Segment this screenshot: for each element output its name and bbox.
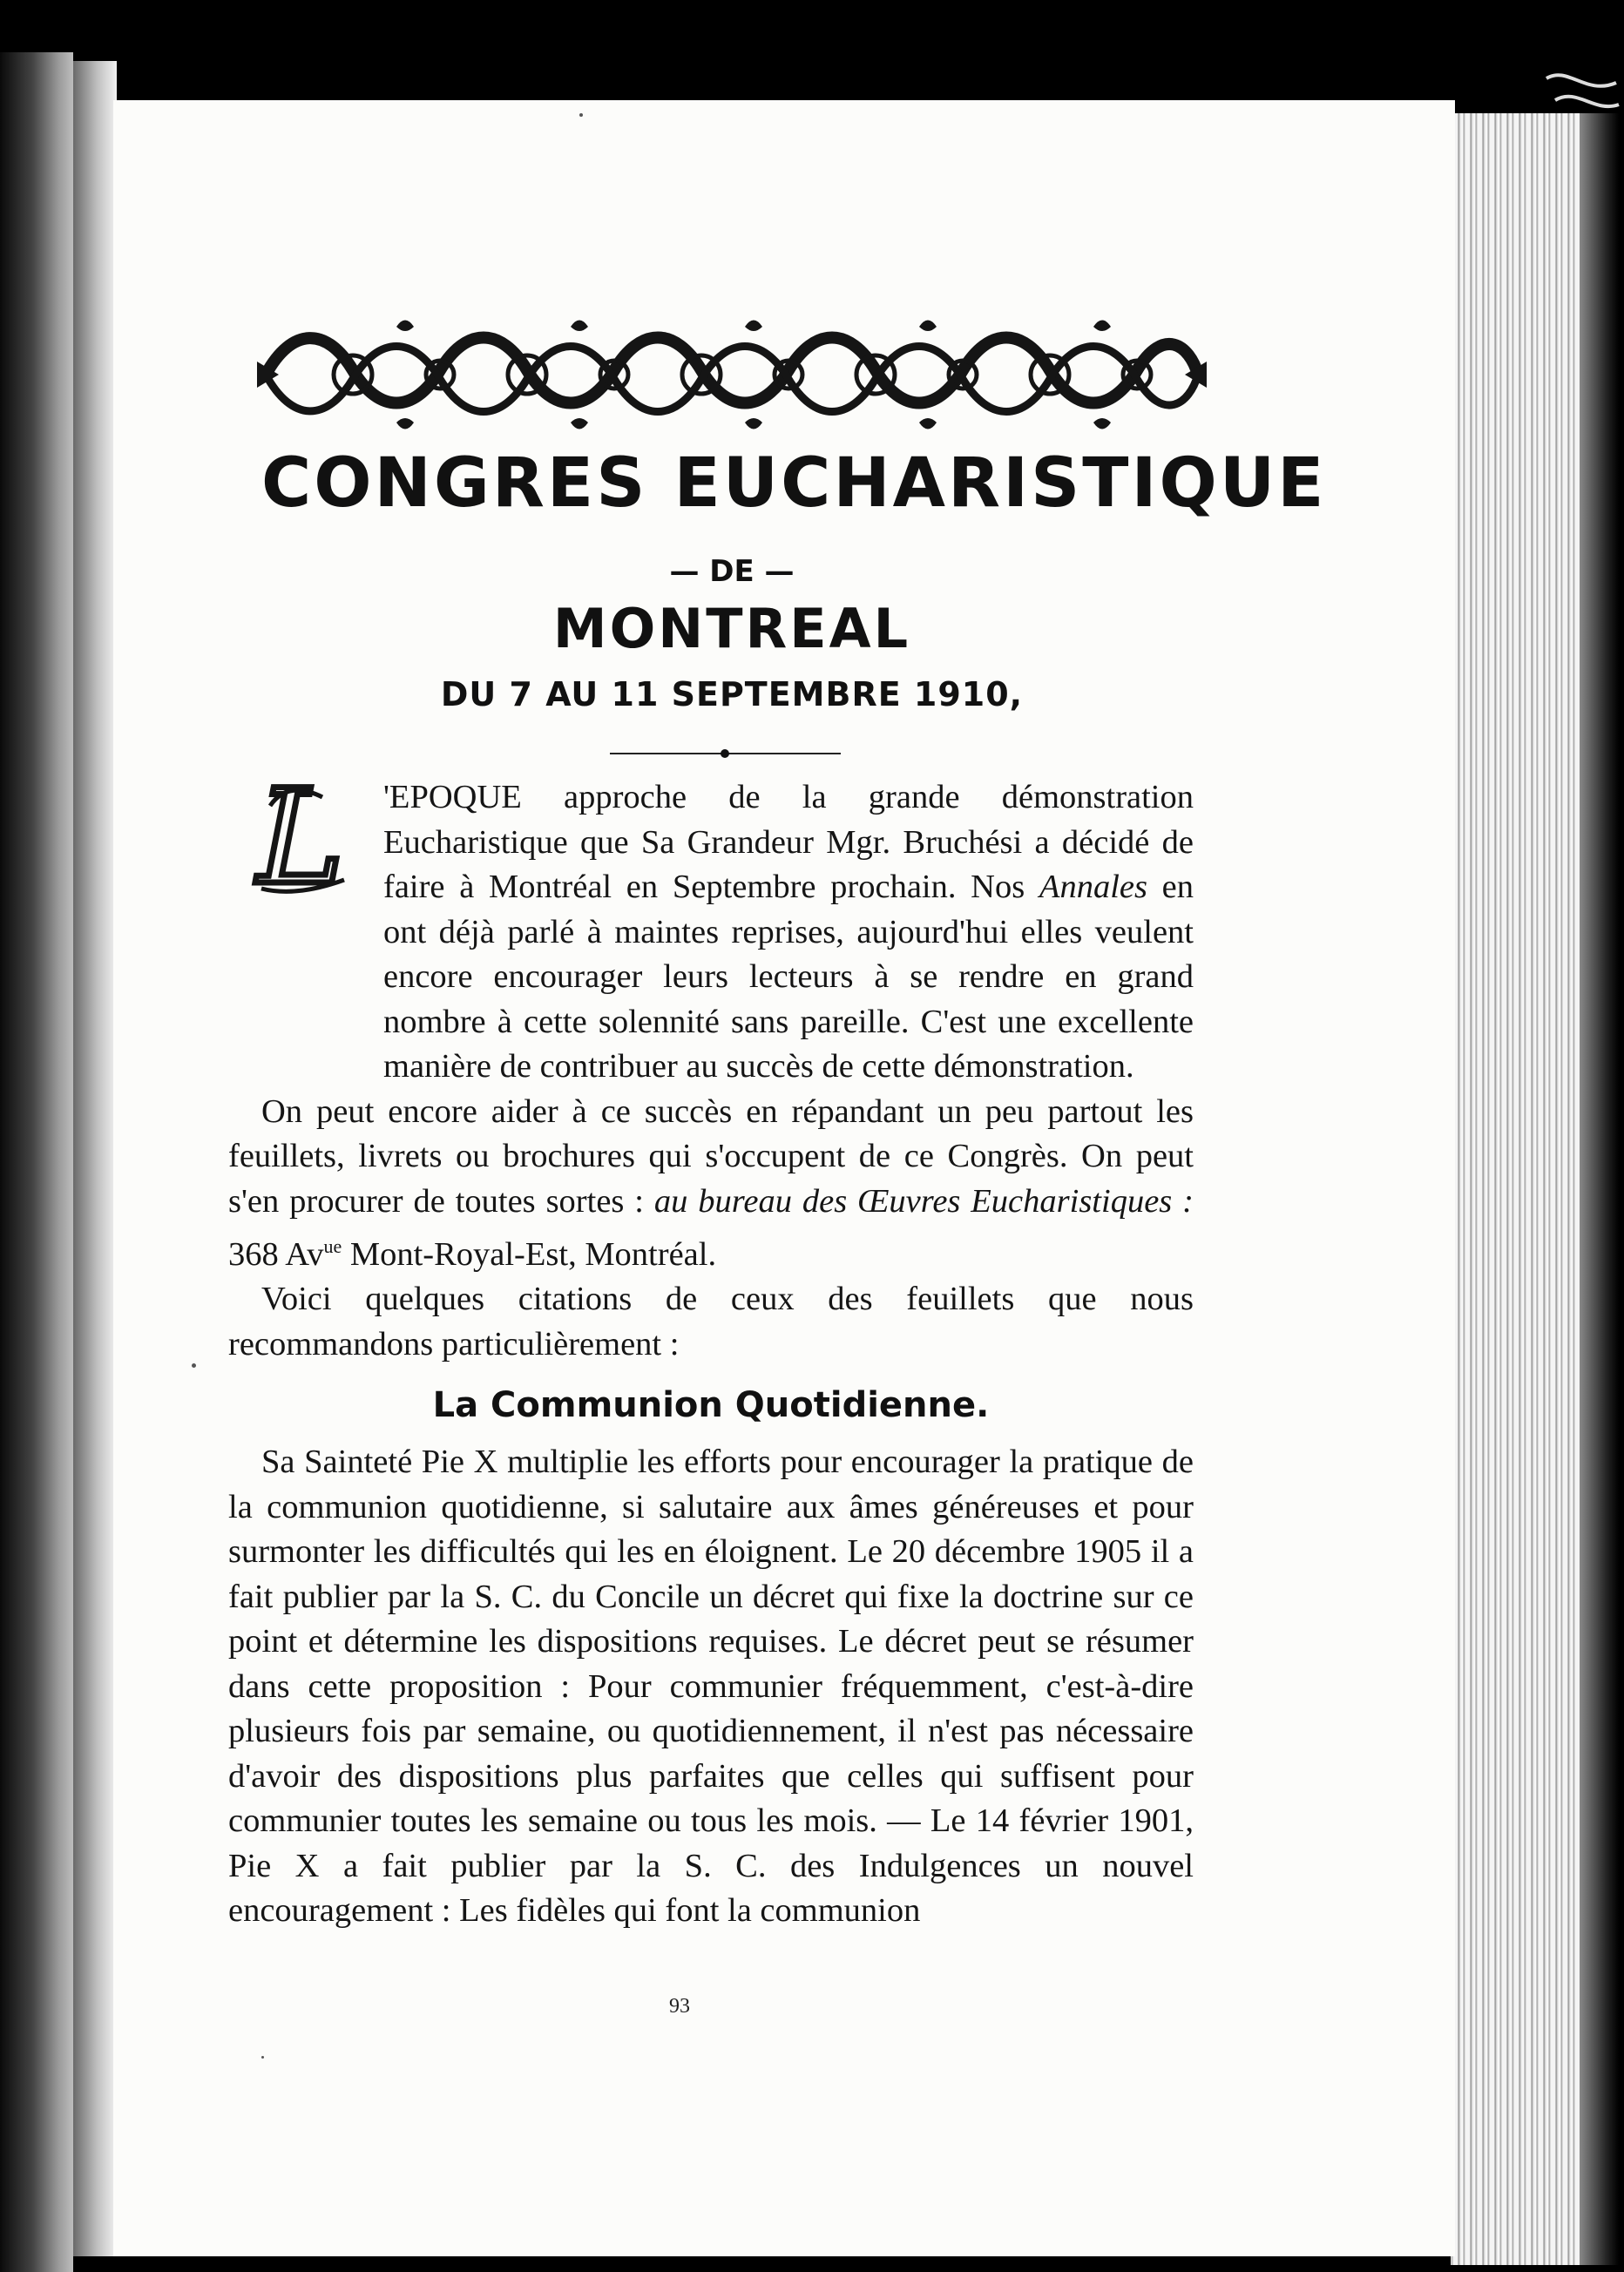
binding-thread xyxy=(1542,61,1621,131)
book-gutter xyxy=(73,61,117,2256)
page-stack-edges xyxy=(1451,113,1619,2265)
dust-speck xyxy=(579,113,583,117)
facing-page-edge xyxy=(0,52,73,2272)
annales-italic: Annales xyxy=(1039,869,1147,905)
title-connector: — DE — xyxy=(669,554,795,589)
paragraph-intro-lead: 'EPOQUE approche de la grande démonstration Eucharistique que Sa Grandeur Mgr. Bruchési a décidé de faire à Montréal en Septembre prochain. Nos xyxy=(383,779,1194,905)
dust-speck xyxy=(261,2056,264,2059)
title-city: MONTREAL xyxy=(552,597,911,660)
paragraph-intro-rest: en ont déjà parlé à maintes reprises, aujourd'hui elles veulent encore encourager leurs lecteurs à se rendre en grand nombre à cette solennité sans pareille. C'est une excellente manière de contribuer au succès de cette démonstration. xyxy=(383,869,1194,1085)
section-heading: La Communion Quotidienne. xyxy=(432,1385,990,1426)
svg-text:L: L xyxy=(257,771,344,902)
paragraph-intro xyxy=(228,775,1194,1090)
dust-speck xyxy=(192,1363,196,1368)
bureau-italic: au bureau des Œuvres Eucharistiques : xyxy=(653,1182,1194,1220)
event-dates: DU 7 AU 11 SEPTEMBRE 1910, xyxy=(440,675,1024,713)
paragraph-brochures: On peut encore aider à ce succès en répandant un peu partout les feuillets, livrets ou brochures qui s'occupent de ce Congrès. On peut s'en procurer de toutes sortes : au bureau des Œuvres Eucharistiques : 368 $Av^{ue}$ Mont-Royal-Est, Montréal. xyxy=(228,1092,1194,1273)
page-number: 93 xyxy=(669,1995,690,2018)
paragraph-citations: Voici quelques citations de ceux des feuillets que nous recommandons particulièrement : xyxy=(228,1281,1194,1363)
title-rule xyxy=(610,747,841,760)
article-body xyxy=(228,775,1194,1934)
ornamental-header-band xyxy=(257,309,1207,440)
article-title: CONGRES EUCHARISTIQUE xyxy=(261,444,1327,523)
paragraph-communion: Sa Sainteté Pie X multiplie les efforts pour encourager la pratique de la communion quotidienne, si salutaire aux âmes généreuses et pour surmonter les difficultés qui les en éloignent. Le 20 décembre 1905 il a fait publier par la S. C. du Concile un décret qui fixe la doctrine sur ce point et détermine les dispositions requises. Le décret peut se résumer dans cette proposition : Pour communier fréquemment, c'est-à-dire plusieurs fois par semaine, ou quotidiennement, il n'est pas nécessaire d'avoir des dispositions plus parfaites que celles qui suffisent pour communier toutes les semaine ou tous les mois. — Le 14 février 1901, Pie X a fait publier par la S. C. des Indulgences un nouvel encouragement : Les fidèles qui font la communion xyxy=(228,1444,1194,1930)
